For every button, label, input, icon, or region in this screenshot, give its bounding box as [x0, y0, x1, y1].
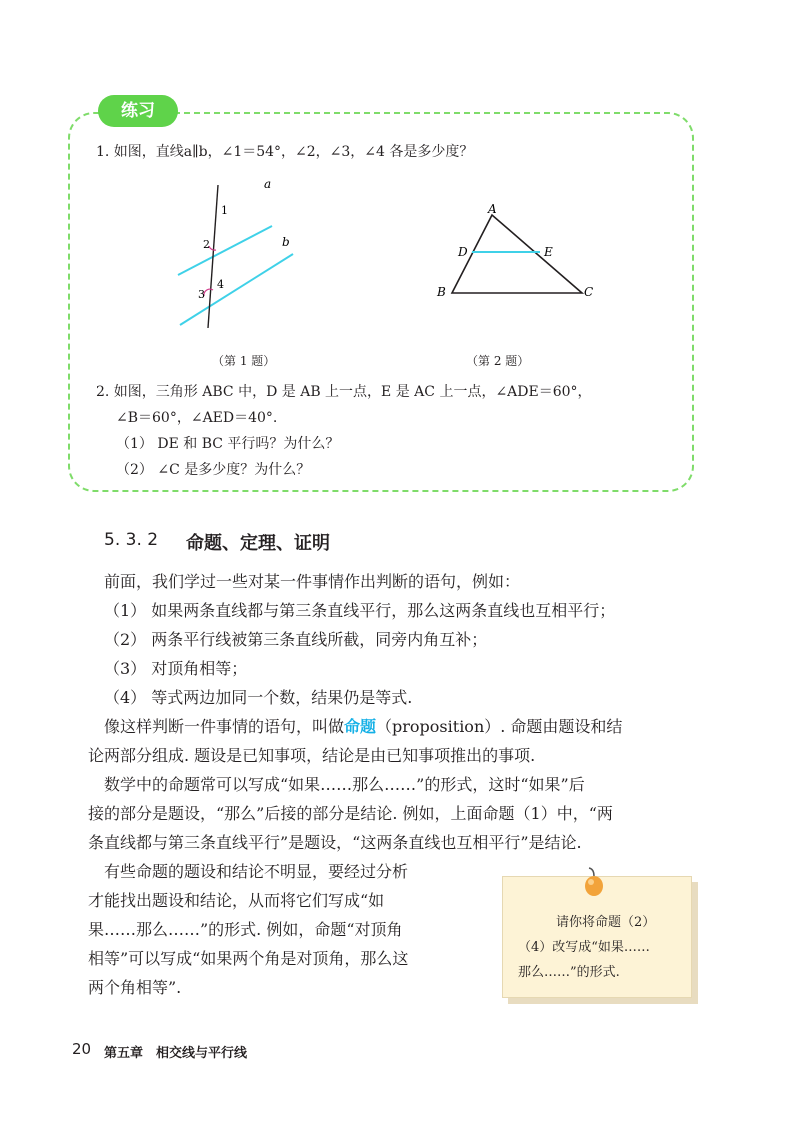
list-item-3: （3） 对顶角相等； [104, 659, 248, 678]
transversal-line [208, 185, 218, 328]
figure-2 [430, 196, 600, 306]
label-angle-4: 4 [217, 278, 224, 291]
label-angle-1: 1 [221, 204, 228, 217]
label-A: A [488, 202, 497, 216]
list-item-4: （4） 等式两边加同一个数，结果仍是等式. [104, 688, 413, 707]
figure-2-caption: （第 2 题） [466, 354, 530, 368]
paragraph-4-line-1: 有些命题的题设和结论不明显，要经过分析 [104, 862, 409, 881]
definition-line-2: 论两部分组成. 题设是已知事项，结论是由已知事项推出的事项. [88, 746, 536, 765]
practice-tag: 练习 [98, 95, 178, 127]
question-2-sub-1: （1） DE 和 BC 平行吗？为什么？ [116, 436, 340, 452]
figure-1 [160, 170, 320, 340]
page-number: 20 [72, 1040, 92, 1058]
definition-prefix: 像这样判断一件事情的语句，叫做 [104, 717, 345, 736]
paragraph-3-line-1: 数学中的命题常可以写成“如果……那么……”的形式，这时“如果”后 [104, 775, 585, 794]
question-2-sub-2: （2） ∠C 是多少度？为什么？ [116, 462, 311, 478]
figure-1-caption: （第 1 题） [212, 354, 276, 368]
paragraph-4-line-5: 两个角相等”. [88, 978, 182, 997]
angle-arc-1 [209, 246, 216, 250]
angle-arc-4 [204, 289, 213, 296]
chapter-title: 第五章 相交线与平行线 [104, 1046, 248, 1061]
section-number: 5. 3. 2 [104, 530, 159, 550]
note-line-1: 请你将命题（2） [556, 915, 656, 930]
note-line-2: （4）改写成“如果…… [518, 940, 650, 955]
term-proposition: 命题 [344, 717, 377, 736]
label-C: C [584, 285, 594, 299]
paragraph-3-line-3: 条直线都与第三条直线平行”是题设，“这两条直线也互相平行”是结论. [88, 833, 582, 852]
label-D: D [458, 245, 468, 259]
paragraph-intro: 前面，我们学过一些对某一件事情作出判断的语句，例如： [104, 572, 521, 591]
label-angle-2: 2 [203, 238, 210, 251]
question-1: 1. 如图，直线a∥b，∠1＝54°，∠2，∠3，∠4 各是多少度？ [96, 144, 474, 160]
triangle-abc [452, 215, 582, 293]
list-item-1: （1） 如果两条直线都与第三条直线平行，那么这两条直线也互相平行； [104, 601, 616, 620]
note-line-3: 那么……”的形式. [518, 965, 620, 980]
label-E: E [544, 245, 553, 259]
line-a [178, 226, 272, 275]
question-2-line-2: ∠B＝60°，∠AED＝40°. [116, 410, 278, 426]
label-angle-3: 3 [198, 288, 205, 301]
definition-suffix: （proposition）. 命题由题设和结 [376, 717, 623, 736]
paragraph-4-line-3: 果……那么……”的形式. 例如，命题“对顶角 [88, 920, 403, 939]
label-a: a [264, 177, 272, 191]
paragraph-4-line-4: 相等”可以写成“如果两个角是对顶角，那么这 [88, 949, 409, 968]
paragraph-3-line-2: 接的部分是题设，“那么”后接的部分是结论. 例如，上面命题（1）中，“两 [88, 804, 613, 823]
question-2-line-1: 2. 如图，三角形 ABC 中，D 是 AB 上一点，E 是 AC 上一点，∠ADE＝60°， [96, 384, 592, 400]
label-B: B [437, 285, 446, 299]
paragraph-4-line-2: 才能找出题设和结论，从而将它们写成“如 [88, 891, 385, 910]
section-title: 命题、定理、证明 [186, 533, 330, 554]
label-b: b [282, 235, 290, 249]
list-item-2: （2） 两条平行线被第三条直线所截，同旁内角互补； [104, 630, 488, 649]
definition-line-1 [104, 715, 622, 739]
pin-icon [580, 866, 608, 900]
